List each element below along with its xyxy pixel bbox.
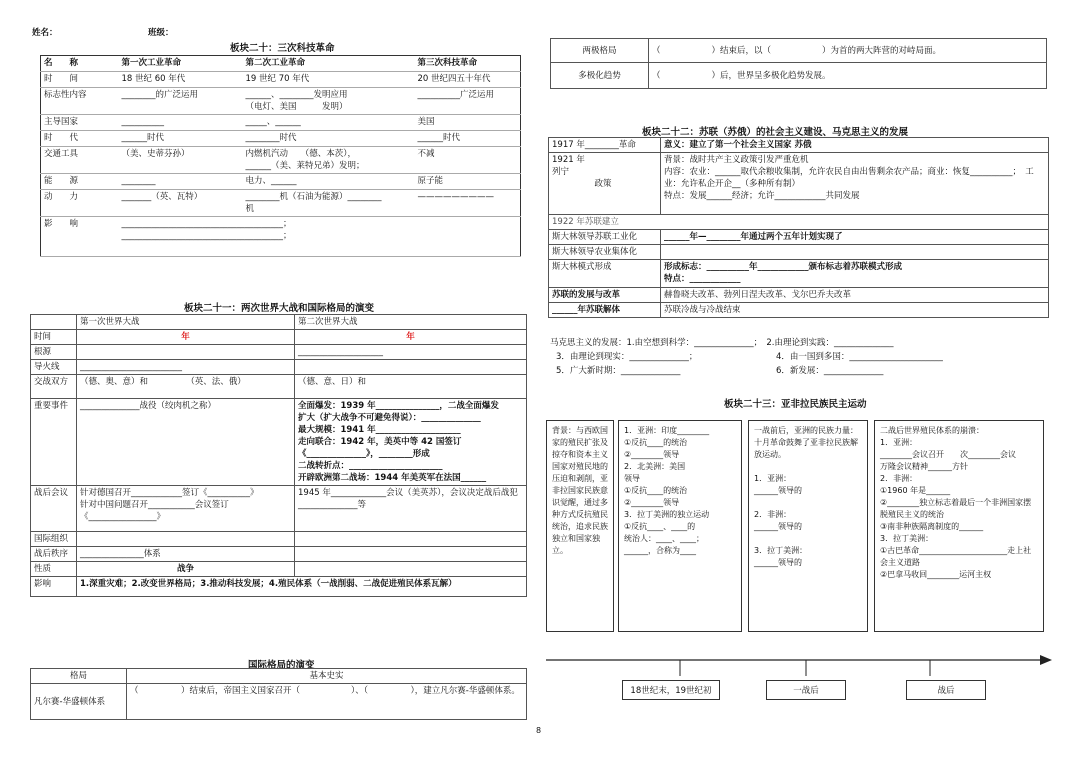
ussr-reform-text: 赫鲁晓夫改革、勃列日涅夫改革、戈尔巴乔夫改革 xyxy=(661,288,1049,303)
tech-cell: _____、______ xyxy=(243,115,415,131)
timeline-axis xyxy=(540,650,1060,680)
war-row-label: 国际组织 xyxy=(31,532,77,547)
ww2-header: 第二次世界大战 xyxy=(295,315,527,330)
war-cell-c2: 年 xyxy=(295,330,527,345)
war-row xyxy=(31,375,527,399)
war-row-label: 交战双方 xyxy=(31,375,77,399)
section-22-title: 板块二十二：苏联（苏俄）的社会主义建设、马克思主义的发展 xyxy=(642,127,909,138)
polar-row-text-2: （ ）后，世界呈多极化趋势发展。 xyxy=(649,63,1047,89)
tech-cell: 20 世纪四五十年代 xyxy=(415,72,521,88)
marx-line-3b: 6．新发展：______________ xyxy=(776,366,884,376)
tech-cell: 内燃机汽动 （德、本茨）， ______（美、莱特兄弟）发明； xyxy=(243,147,415,174)
war-row xyxy=(31,577,527,597)
war-row-label: 根源 xyxy=(31,345,77,360)
tech-cell: 美国 xyxy=(415,115,521,131)
tech-cell: _______（英、瓦特） xyxy=(119,190,243,217)
tech-cell: __________ xyxy=(119,115,243,131)
tech-cell: 能 源 xyxy=(41,174,119,190)
tech-revolution-table xyxy=(40,55,521,257)
war-cell-c2 xyxy=(295,532,527,547)
tech-row xyxy=(41,174,521,190)
war-cell-c2: ____________________ xyxy=(295,345,527,360)
ussr-reform: 苏联的发展与改革 xyxy=(549,288,661,303)
tech-cell: 标志性内容 xyxy=(41,88,119,115)
war-cell-c1: 针对德国召开____________签订《__________》 针对中国问题召开___________会议签订《________________》 xyxy=(77,486,295,532)
ussr-1917: 1917 年________革命 xyxy=(549,138,661,153)
war-row-label: 时间 xyxy=(31,330,77,345)
ww1-header: 第一次世界大战 xyxy=(77,315,295,330)
polar-row-text-1: （ ）结束后，以（ ）为首的两大阵营的对峙局面。 xyxy=(649,39,1047,63)
war-cell-c2: 1945 年_____________会议（美英苏），会议决定战后战犯______________等 xyxy=(295,486,527,532)
tech-cell: 原子能 xyxy=(415,174,521,190)
war-row xyxy=(31,399,527,486)
class-label: 班级： xyxy=(148,28,174,38)
war-cell-c2 xyxy=(295,547,527,562)
tech-cell: 影 响 xyxy=(41,217,119,257)
marx-line-2a: 3．由理论到现实：______________； xyxy=(556,352,698,362)
tech-cell: 时 间 xyxy=(41,72,119,88)
tech-cell: ________ xyxy=(119,174,243,190)
tech-row xyxy=(41,190,521,217)
box-ww1: 一战前后，亚洲的民族力量：十月革命鼓舞了亚非拉民族解放运动。 1．亚洲： ______领导的 2．非洲： ______领导的 3．拉丁美洲： ______领导的 xyxy=(748,420,868,632)
intl-row-text: （ ）结束后，帝国主义国家召开（ ）、（ ），建立凡尔赛-华盛顿体系。 xyxy=(127,684,527,720)
war-row xyxy=(31,532,527,547)
intl-table xyxy=(30,668,527,720)
background-box: 背景：与西欧国家的殖民扩张及掠夺和资本主义国家对殖民地的压迫和剥削，亚非拉国家民族意识觉醒，通过多种方式反抗殖民统治，追求民族独立和国家独立。 xyxy=(546,420,614,632)
ussr-collapse-text: 苏联冷战与冷战结束 xyxy=(661,303,1049,318)
intl-title: 国际格局的演变 xyxy=(248,660,315,671)
polar-table xyxy=(550,38,1047,89)
ussr-collapse: ______年苏联解体 xyxy=(549,303,661,318)
timeline-label-3: 战后 xyxy=(906,680,986,700)
timeline-label-2: 一战后 xyxy=(766,680,846,700)
box-18th-century: 1．亚洲：印度________ ①反抗____的统治 ②________领导 2．北美洲：美国 领导 ①反抗____的统治 ②________领导 3．拉丁美洲的独立运动 ①反抗____、____的 统治人：____、____； ______，合称为____ xyxy=(618,420,742,632)
tech-cell: ________机（石油为能源）________ 机 xyxy=(243,190,415,217)
ussr-industrial-text: ______年—________年通过两个五年计划实现了 xyxy=(661,230,1049,245)
tech-row xyxy=(41,217,521,257)
marx-line-3a: 5．广大新时期：______________ xyxy=(556,366,681,376)
tech-row xyxy=(41,88,521,115)
tech-row xyxy=(41,56,521,72)
tech-cell: __________广泛运用 xyxy=(415,88,521,115)
intl-row-label: 凡尔赛-华盛顿体系 xyxy=(31,684,127,720)
intl-col2: 基本史实 xyxy=(127,669,527,684)
polar-row-label-1: 两极格局 xyxy=(551,39,649,63)
tech-cell: 动 力 xyxy=(41,190,119,217)
tech-row xyxy=(41,131,521,147)
tech-row xyxy=(41,147,521,174)
section-23-title: 板块二十三：亚非拉民族民主运动 xyxy=(724,399,867,410)
tech-row xyxy=(41,115,521,131)
marx-line-2b: 4．由一国到多国：______________________ xyxy=(776,352,943,362)
tech-cell: ________的广泛运用 xyxy=(119,88,243,115)
war-cell-c1: ______________战役（绞肉机之称） xyxy=(77,399,295,486)
war-row xyxy=(31,330,527,345)
tech-cell: 19 世纪 70 年代 xyxy=(243,72,415,88)
war-row xyxy=(31,360,527,375)
war-cell-c1: 战争 xyxy=(77,562,295,577)
box-postwar: 二战后世界殖民体系的崩溃： 1．亚洲： ________会议召开 次________会议 万隆会议精神______方针 2．非洲： ①1960 年是______ ②________独立标志着最后一个非洲国家摆脱殖民主义的统治 ③南非种族隔离制度的______ 3．拉丁美洲： ①古巴革命______________________走上社会主义道路 ②巴拿马收回________运河主权 xyxy=(874,420,1044,632)
ussr-nep: 1921 年 列宁 政策 xyxy=(549,153,661,215)
war-row-label: 导火线 xyxy=(31,360,77,375)
tech-cell: ________时代 xyxy=(243,131,415,147)
ussr-nep-content: 背景：战时共产主义政策引发严重危机 内容：农业：______取代余粮收集制，允许农民自由出售剩余农产品；商业：恢复__________； 工业：允许私企开企__（多种所有制） 特点：发展______经济；允许____________共同发展 xyxy=(661,153,1049,215)
war-cell-c2: 全面爆发：1939 年_______________，二战全面爆发 扩大（扩大战争不可避免得说）：______________ 最大规模：1941 年____________________ 走向联合：1942 年，美英中等 42 国签订《______________》，________形成 二战转折点：______________________ 开辟欧洲第二战场：1944 年美英军在法国______ xyxy=(295,399,527,486)
page-number: 8 xyxy=(536,726,542,735)
tech-row xyxy=(41,72,521,88)
ussr-table xyxy=(548,137,1049,318)
war-cell-c2 xyxy=(295,562,527,577)
war-cell-c2: （德、意、日）和 xyxy=(295,375,527,399)
intl-col1: 格局 xyxy=(31,669,127,684)
war-row xyxy=(31,562,527,577)
tech-cell: 电力、______ xyxy=(243,174,415,190)
ussr-industrial: 斯大林领导苏联工业化 xyxy=(549,230,661,245)
tech-cell: ______________________________________； ______________________________________； xyxy=(119,217,521,257)
tech-cell: ______时代 xyxy=(415,131,521,147)
war-row-label: 性质 xyxy=(31,562,77,577)
tech-cell: 不减 xyxy=(415,147,521,174)
tech-cell: 名 称 xyxy=(41,56,119,72)
tech-cell: 主导国家 xyxy=(41,115,119,131)
ussr-model: 斯大林模式形成 xyxy=(549,260,661,288)
section-20-title: 板块二十：三次科技革命 xyxy=(230,43,335,54)
war-row xyxy=(31,547,527,562)
tech-cell: 时 代 xyxy=(41,131,119,147)
war-row xyxy=(31,486,527,532)
section-21-title: 板块二十一：两次世界大战和国际格局的演变 xyxy=(184,303,375,314)
name-label: 姓名： xyxy=(32,28,58,38)
tech-cell: 第二次工业革命 xyxy=(243,56,415,72)
world-wars-table xyxy=(30,314,527,597)
war-cell-c2 xyxy=(295,360,527,375)
tech-cell: 第三次科技革命 xyxy=(415,56,521,72)
war-impact: 1.深重灾难；2.改变世界格局；3.推动科技发展；4.殖民体系（一战削弱、二战促进殖民体系瓦解） xyxy=(77,577,527,597)
war-row xyxy=(31,345,527,360)
ussr-1922: 1922 年苏联建立 xyxy=(549,215,1049,230)
marx-line-1: 马克思主义的发展：1.由空想到科学：______________； 2.由理论到实践：______________ xyxy=(550,338,894,348)
tech-cell: 交通工具 xyxy=(41,147,119,174)
war-cell-c1 xyxy=(77,532,295,547)
war-row-label: 重要事件 xyxy=(31,399,77,486)
ussr-1917-meaning: 意义：建立了第一个社会主义国家 苏俄 xyxy=(661,138,1049,153)
tech-cell: ______、________发明应用 （电灯、美国 发明） xyxy=(243,88,415,115)
war-cell-c1: ________________________ xyxy=(77,360,295,375)
tech-cell: ______时代 xyxy=(119,131,243,147)
ussr-model-text: 形成标志：__________年____________颁布标志着苏联模式形成 特点：____________ xyxy=(661,260,1049,288)
war-cell-c1: 年 xyxy=(77,330,295,345)
polar-row-label-2: 多极化趋势 xyxy=(551,63,649,89)
war-cell-c1 xyxy=(77,345,295,360)
war-row-label: 战后会议 xyxy=(31,486,77,532)
tech-cell: ————————— xyxy=(415,190,521,217)
war-cell-c1: _______________体系 xyxy=(77,547,295,562)
war-cell-c1: （德、奥、意）和 （英、法、俄） xyxy=(77,375,295,399)
war-row-label: 影响 xyxy=(31,577,77,597)
ussr-collective: 斯大林领导农业集体化 xyxy=(549,245,661,260)
timeline-label-1: 18世纪末，19世纪初 xyxy=(622,680,720,700)
tech-cell: （美、史蒂芬孙） xyxy=(119,147,243,174)
tech-cell: 第一次工业革命 xyxy=(119,56,243,72)
tech-cell: 18 世纪 60 年代 xyxy=(119,72,243,88)
war-row-label: 战后秩序 xyxy=(31,547,77,562)
